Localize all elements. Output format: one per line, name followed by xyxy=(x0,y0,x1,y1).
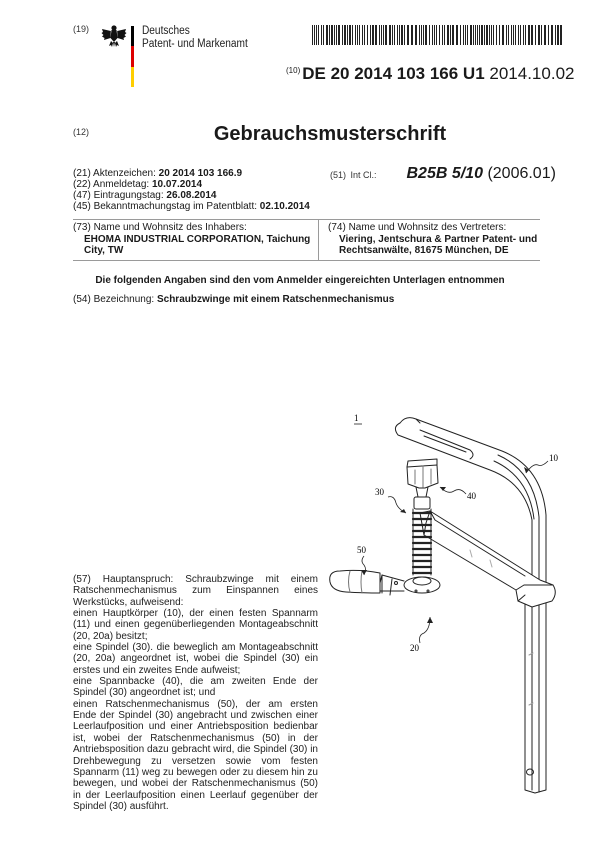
barcode-bar xyxy=(316,25,317,45)
barcode-bar xyxy=(473,25,474,45)
barcode-bar xyxy=(314,25,315,45)
barcode-bar xyxy=(367,25,368,45)
claim-item: eine Spindel (30). die beweglich am Montageabschnitt (20, 20a) angeordnet ist, wobei die Spindel (30) ein erstes und ein zweites Ende aufweist; xyxy=(73,642,318,676)
claim-label: Hauptanspruch: xyxy=(102,574,174,585)
german-flag-bar xyxy=(131,26,134,87)
main-claim xyxy=(73,574,318,812)
owner-cell xyxy=(73,222,313,257)
representative-address: Rechtsanwälte, 81675 München, DE xyxy=(339,245,509,256)
inid-74: (74) xyxy=(328,222,346,233)
office-name xyxy=(142,25,248,51)
ref-40: 40 xyxy=(467,491,476,501)
biblio-label: Anmeldetag: xyxy=(93,179,150,190)
barcode-bar xyxy=(496,25,497,45)
barcode-bar xyxy=(515,25,516,45)
barcode-bar xyxy=(355,25,356,45)
barcode-bar xyxy=(528,25,530,45)
barcode-bar xyxy=(436,25,437,45)
barcode-bar xyxy=(385,25,387,45)
claim-item: einen Hauptkörper (10), der einen festen Spannarm (11) und einen gegenüberliegenden Montageabschnitt (20, 20a) besitzt; xyxy=(73,608,318,642)
barcode-bar xyxy=(342,25,343,45)
inid-19: (19) xyxy=(73,24,90,34)
barcode-bar xyxy=(411,25,413,45)
federal-eagle-icon xyxy=(101,24,127,48)
representative-cell xyxy=(328,222,543,257)
inid: (45) xyxy=(73,201,91,212)
publication-number-line xyxy=(286,64,574,84)
barcode-bar xyxy=(481,25,483,45)
biblio-label: Bekanntmachungstag im Patentblatt: xyxy=(93,201,258,212)
figure-label: 1 xyxy=(354,413,359,423)
filing-date: 10.07.2014 xyxy=(151,179,203,190)
inid-54: (54) xyxy=(73,294,91,305)
barcode-bar xyxy=(513,25,514,45)
barcode-bar xyxy=(344,25,346,45)
barcode-bar xyxy=(326,25,328,45)
classification-version: (2006.01) xyxy=(487,165,556,182)
inid-10: (10) xyxy=(286,66,301,75)
claim-preamble: Schraubzwinge mit einem Ratschenmechanismus zum Einspannen eines Werkstücks, aufweisend: xyxy=(73,574,319,608)
barcode-bar xyxy=(321,25,322,45)
barcode-bar xyxy=(397,25,398,45)
barcode-bar xyxy=(439,25,440,45)
barcode-bar xyxy=(415,25,417,45)
barcode-bar xyxy=(338,25,340,45)
barcode-bar xyxy=(399,25,400,45)
barcode-bar xyxy=(407,25,409,45)
barcode-bar xyxy=(560,25,562,45)
biblio-row xyxy=(73,190,310,201)
barcode-bar xyxy=(465,25,466,45)
biblio-row xyxy=(73,168,310,179)
owner-label: Name und Wohnsitz des Inhabers: xyxy=(93,222,247,233)
barcode-bar xyxy=(450,25,451,45)
barcode-bar xyxy=(518,25,519,45)
barcode-bar xyxy=(359,25,360,45)
barcode-bar xyxy=(318,25,319,45)
office-name-line1: Deutsches xyxy=(142,25,190,37)
barcode-bar xyxy=(523,25,524,45)
barcode-bar xyxy=(557,25,559,45)
barcode-bar xyxy=(541,25,542,45)
barcode-bar xyxy=(502,25,504,45)
barcode-bar xyxy=(520,25,521,45)
owner-name: EHOMA INDUSTRIAL CORPORATION, Taichung xyxy=(84,233,311,245)
ref-20: 20 xyxy=(410,643,419,653)
application-number: 20 2014 103 166.9 xyxy=(158,168,243,179)
barcode-bar xyxy=(349,25,351,45)
barcode-bar xyxy=(336,25,337,45)
barcode-bar xyxy=(429,25,430,45)
inid: (47) xyxy=(73,190,91,201)
applicant-notice: Die folgenden Angaben sind den vom Anmelder eingereichten Unterlagen entnommen xyxy=(95,275,505,286)
barcode-bar xyxy=(456,25,458,45)
barcode-bar xyxy=(551,25,553,45)
bibliographic-data xyxy=(73,168,310,212)
barcode-bar xyxy=(372,25,374,45)
barcode-bar xyxy=(357,25,358,45)
barcode-bar xyxy=(383,25,384,45)
designation-label: Bezeichnung: xyxy=(93,294,155,305)
office-name-line2: Patent- und Markenamt xyxy=(142,38,248,50)
barcode-bar xyxy=(432,25,433,45)
barcode-bar xyxy=(401,25,403,45)
leader-10 xyxy=(526,461,548,473)
barcode-bar xyxy=(452,25,454,45)
barcode-bar xyxy=(463,25,464,45)
designation xyxy=(73,294,394,305)
document-title-wrap xyxy=(0,123,600,146)
inid-51: (51) xyxy=(330,170,347,180)
biblio-row xyxy=(73,201,310,212)
barcode-bar xyxy=(425,25,427,45)
barcode-bar xyxy=(352,25,353,45)
barcode-bar xyxy=(467,25,468,45)
publication-date: 2014.10.02 xyxy=(489,64,575,83)
registration-date: 26.08.2014 xyxy=(166,190,217,201)
announcement-date: 02.10.2014 xyxy=(259,201,310,212)
barcode-bar xyxy=(389,25,391,45)
biblio-label: Eintragungstag: xyxy=(93,190,164,201)
barcode-bar xyxy=(423,25,424,45)
barcode-bar xyxy=(444,25,445,45)
barcode-bar xyxy=(477,25,478,45)
publication-number: DE 20 2014 103 166 U1 xyxy=(302,64,485,83)
barcode-bar xyxy=(531,25,533,45)
claim-intro xyxy=(73,574,318,608)
patent-drawing-clamp xyxy=(320,395,590,805)
barcode-bar xyxy=(404,25,405,45)
barcode-bar xyxy=(525,25,526,45)
barcode-bar xyxy=(484,25,485,45)
classification-code: B25B 5/10 xyxy=(406,165,483,182)
barcode-bar xyxy=(538,25,540,45)
classification-label: Int Cl.: xyxy=(350,170,377,180)
barcode-bar xyxy=(434,25,435,45)
barcode-bar xyxy=(370,25,371,45)
barcode-bar xyxy=(475,25,476,45)
table-top-rule xyxy=(73,219,540,220)
table-bottom-rule xyxy=(73,260,540,261)
barcode-bar xyxy=(329,25,330,45)
inid: (22) xyxy=(73,179,91,190)
document-title: Gebrauchsmusterschrift xyxy=(213,123,447,145)
barcode-bar xyxy=(555,25,556,45)
barcode xyxy=(312,25,566,45)
representative-label: Name und Wohnsitz des Vertreters: xyxy=(348,222,507,233)
ref-50: 50 xyxy=(357,545,366,555)
inid-57: (57) xyxy=(73,574,91,585)
barcode-bar xyxy=(470,25,472,45)
biblio-label: Aktenzeichen: xyxy=(93,168,156,179)
claim-item: eine Spannbacke (40), die am zweiten Ende der Spindel (30) angeordnet ist; und xyxy=(73,676,318,699)
barcode-bar xyxy=(364,25,365,45)
barcode-bar xyxy=(548,25,549,45)
barcode-bar xyxy=(442,25,443,45)
claim-item: einen Ratschenmechanismus (50), der am ersten Ende der Spindel (30) angebracht und zwischen einer Leerlaufposition und einer Antriebsposition bedienbar ist, wobei der Ratschenmechanismus (50) in der Antriebsposition dazu gebracht wird, die Spindel (30) in Drehbewegung zu versetzen sowie vom festen Spannarm (11) weg zu bewegen oder zu diesem hin zu bewegen, und wobei der Ratschenmechanismus (50) in der Leerlaufposition einen Leerlauf gegenüber der Spindel (30) ausführt. xyxy=(73,698,318,812)
barcode-bar xyxy=(421,25,422,45)
barcode-bar xyxy=(394,25,395,45)
inid-12: (12) xyxy=(73,127,90,137)
inid: (21) xyxy=(73,168,91,179)
barcode-bar xyxy=(493,25,494,45)
barcode-bar xyxy=(379,25,380,45)
barcode-bar xyxy=(347,25,348,45)
barcode-bar xyxy=(331,25,333,45)
designation-title: Schraubzwinge mit einem Ratschenmechanismus xyxy=(156,294,395,305)
classification xyxy=(330,165,556,183)
ref-30: 30 xyxy=(375,487,384,497)
barcode-bar xyxy=(447,25,449,45)
spindle xyxy=(413,487,431,575)
table-divider xyxy=(318,219,319,261)
barcode-bar xyxy=(392,25,393,45)
barcode-bar xyxy=(479,25,480,45)
barcode-bar xyxy=(506,25,507,45)
barcode-bar xyxy=(375,25,377,45)
barcode-bar xyxy=(486,25,488,45)
barcode-bar xyxy=(362,25,363,45)
barcode-bar xyxy=(489,25,490,45)
barcode-bar xyxy=(511,25,512,45)
barcode-bar xyxy=(460,25,461,45)
barcode-bar xyxy=(334,25,335,45)
barcode-bar xyxy=(419,25,420,45)
barcode-bar xyxy=(508,25,509,45)
barcode-bar xyxy=(312,25,313,45)
ref-10: 10 xyxy=(549,453,558,463)
barcode-bar xyxy=(544,25,546,45)
biblio-row xyxy=(73,179,310,190)
barcode-bar xyxy=(499,25,500,45)
barcode-bar xyxy=(381,25,382,45)
representative-name: Viering, Jentschura & Partner Patent- und xyxy=(339,233,538,245)
barcode-bar xyxy=(323,25,324,45)
barcode-bar xyxy=(535,25,536,45)
barcode-bar xyxy=(491,25,492,45)
owner-location: City, TW xyxy=(84,245,124,256)
inid-73: (73) xyxy=(73,222,91,233)
